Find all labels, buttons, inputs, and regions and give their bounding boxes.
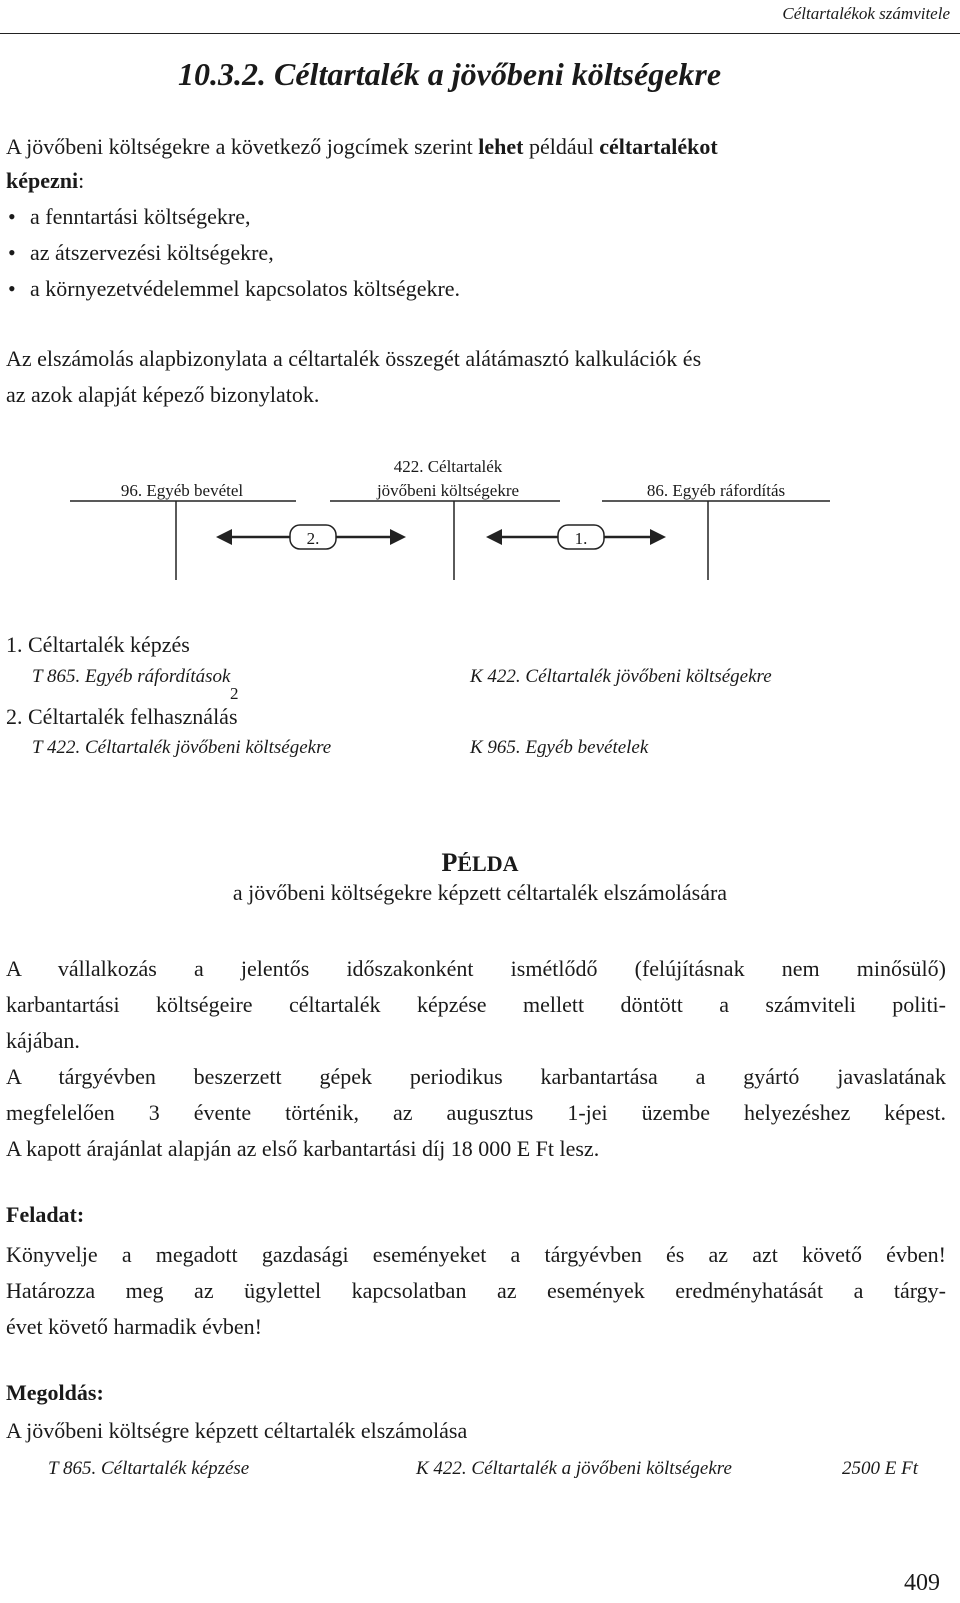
arrow-1-label: 1. — [574, 529, 588, 548]
task-line — [6, 1238, 946, 1272]
arrow-2-label: 2. — [306, 529, 320, 548]
arrowhead-right-icon — [390, 529, 406, 545]
running-header: Céltartalékok számvitele — [782, 4, 950, 23]
account-86-label: 86. Egyéb ráfordítás — [646, 481, 786, 500]
bullet-text: az átszervezési költségekre, — [30, 240, 274, 265]
arrow-1 — [486, 525, 666, 549]
arrow-2 — [216, 525, 406, 549]
bullet-dot: • — [8, 204, 16, 229]
solution-entry-debit: T 865. Céltartalék képzése — [48, 1458, 250, 1479]
account-422-label-line1: 422. Céltartalék — [393, 457, 503, 476]
bullet-text: a környezetvédelemmel kapcsolatos költségekre. — [30, 276, 461, 301]
intro-bold-lehet: lehet — [478, 134, 524, 159]
step-1-title: 1. Céltartalék képzés — [6, 632, 190, 657]
intro-post: : — [78, 168, 85, 193]
step-2-credit: K 965. Egyéb bevételek — [470, 737, 649, 758]
step-1-debit: T 865. Egyéb ráfordítások — [32, 666, 231, 687]
step-2-title: 2. Céltartalék felhasználás — [6, 704, 238, 729]
example-p2-line — [6, 1060, 946, 1094]
example-p1-line — [6, 952, 946, 986]
section-title: 10.3.2. Céltartalék a jövőbeni költségekre — [178, 56, 722, 92]
intro-paragraph — [6, 130, 718, 164]
intro-pre: A jövőbeni költségekre a következő jogcímek szerint — [6, 134, 479, 159]
example-p1-line-text: karbantartási költségeire céltartalék képzése mellett döntött a számviteli politi- — [6, 992, 946, 1017]
example-heading — [0, 848, 960, 878]
example-heading-rest: ÉLDA — [457, 851, 519, 876]
task-line: évet követő harmadik évben! — [6, 1314, 262, 1339]
bullet-dot: • — [8, 240, 16, 265]
account-422-label-line2: jövőbeni költségekre — [376, 481, 520, 500]
arrowhead-left-icon — [486, 529, 502, 545]
stray-mark: 2 — [230, 684, 239, 703]
para2-line1: Az elszámolás alapbizonylata a céltartalék összegét alátámasztó kalkulációk és — [6, 346, 702, 371]
intro-paragraph-cont — [6, 164, 84, 198]
step-1-credit: K 422. Céltartalék jövőbeni költségekre — [470, 666, 772, 687]
task-label: Feladat: — [6, 1202, 85, 1227]
account-96-label: 96. Egyéb bevétel — [120, 481, 244, 500]
step-2-debit: T 422. Céltartalék jövőbeni költségekre — [32, 737, 332, 758]
solution-label: Megoldás: — [6, 1380, 104, 1405]
task-line — [6, 1274, 946, 1308]
example-p2-line-text: A tárgyévben beszerzett gépek periodikus karbantartása a gyártó javaslatának — [6, 1064, 946, 1089]
arrowhead-right-icon — [650, 529, 666, 545]
solution-entry-credit: K 422. Céltartalék a jövőbeni költségekre — [416, 1458, 732, 1479]
bullet-item — [8, 240, 274, 266]
bullet-item — [8, 276, 460, 302]
t-account-diagram — [0, 450, 960, 600]
solution-subtitle: A jövőbeni költségre képzett céltartalék elszámolása — [6, 1418, 468, 1443]
page-number: 409 — [904, 1570, 940, 1596]
intro-bold-kepezni: képezni — [6, 168, 79, 193]
example-p2-line-text: megfelelően 3 évente történik, az augusztus 1-jei üzembe helyezéshez képest. — [6, 1100, 946, 1125]
bullet-dot: • — [8, 276, 16, 301]
example-subtitle: a jövőbeni költségekre képzett céltartalék elszámolására — [232, 880, 728, 905]
example-p2-line — [6, 1096, 946, 1130]
intro-mid: például — [523, 134, 600, 159]
example-p1-line-text: A vállalkozás a jelentős időszakonként ismétlődő (felújításnak nem minősülő) — [6, 956, 946, 981]
arrowhead-left-icon — [216, 529, 232, 545]
example-p1-line: kájában. — [6, 1028, 80, 1053]
solution-entry-amount: 2500 E Ft — [842, 1458, 918, 1479]
example-p1-line — [6, 988, 946, 1022]
example-p2-line: A kapott árajánlat alapján az első karbantartási díj 18 000 E Ft lesz. — [6, 1136, 600, 1161]
para2-line2: az azok alapját képező bizonylatok. — [6, 382, 320, 407]
bullet-item — [8, 204, 251, 230]
task-line-text: Könyvelje a megadott gazdasági eseményeket a tárgyévben és az azt követő évben! — [6, 1242, 946, 1267]
header-rule — [0, 33, 960, 34]
bullet-text: a fenntartási költségekre, — [30, 204, 251, 229]
intro-bold-celtartalekot: céltartalékot — [599, 134, 718, 159]
example-heading-cap: P — [441, 848, 458, 877]
task-line-text: Határozza meg az ügylettel kapcsolatban az események eredményhatását a tárgy- — [6, 1278, 946, 1303]
